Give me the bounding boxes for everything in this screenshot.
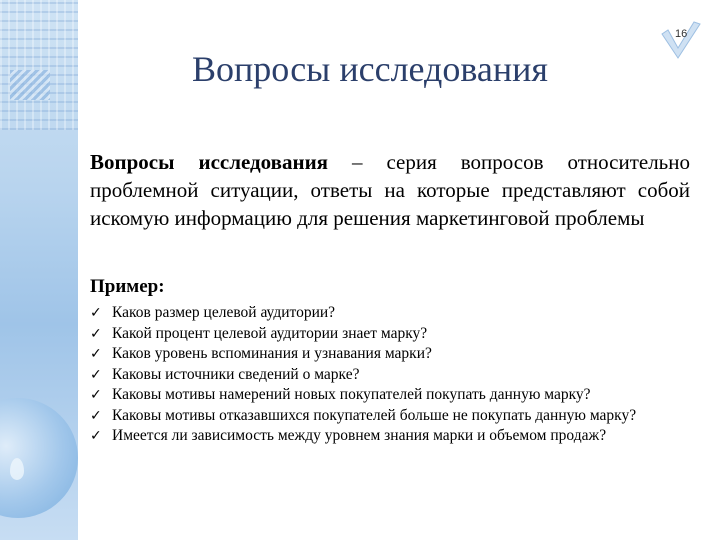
- list-item-text: Каковы мотивы отказавшихся покупателей больше не покупать данную марку?: [112, 406, 637, 424]
- question-list: [90, 304, 690, 448]
- checkmark-icon: ✓: [90, 428, 102, 444]
- page-number: 16: [675, 28, 688, 40]
- list-item: [90, 427, 672, 446]
- checkmark-icon: ✓: [90, 387, 102, 403]
- list-item: [90, 386, 672, 405]
- example-label: Пример:: [90, 276, 165, 297]
- definition-term: Вопросы исследования: [90, 150, 329, 174]
- decorative-pattern: [0, 0, 78, 130]
- list-item: [90, 325, 672, 344]
- checkmark-icon: ✓: [90, 346, 102, 362]
- decorative-pattern-block: [10, 70, 50, 100]
- list-item-text: Каковы источники сведений о марке?: [112, 365, 360, 383]
- list-item-text: Каков уровень вспоминания и узнавания марки?: [112, 345, 432, 362]
- decorative-left-strip: [0, 0, 78, 540]
- list-item-text: Каковы мотивы намерений новых покупателей покупать данную марку?: [112, 386, 591, 403]
- definition-text: – серия вопросов относительно проблемной ситуации, ответы на которые представляют собой искомую информацию для решения маркетинговой проблемы: [90, 150, 690, 230]
- checkmark-icon: ✓: [90, 366, 102, 383]
- list-item: [90, 345, 672, 364]
- corner-check-icon: [660, 20, 702, 62]
- checkmark-icon: ✓: [90, 305, 102, 321]
- definition-paragraph: [90, 148, 690, 232]
- list-item-text: Имеется ли зависимость между уровнем знания марки и объемом продаж?: [112, 427, 607, 444]
- slide-title: Вопросы исследования: [192, 49, 548, 89]
- list-item: [90, 304, 672, 323]
- water-circle-graphic: [0, 398, 78, 518]
- checkmark-icon: ✓: [90, 407, 102, 424]
- list-item-text: Какой процент целевой аудитории знает марку?: [112, 324, 428, 342]
- water-drop-icon: [10, 458, 24, 480]
- list-item: [90, 366, 672, 385]
- list-item: [90, 407, 672, 426]
- list-item-text: Каков размер целевой аудитории?: [112, 304, 336, 321]
- checkmark-icon: ✓: [90, 325, 102, 342]
